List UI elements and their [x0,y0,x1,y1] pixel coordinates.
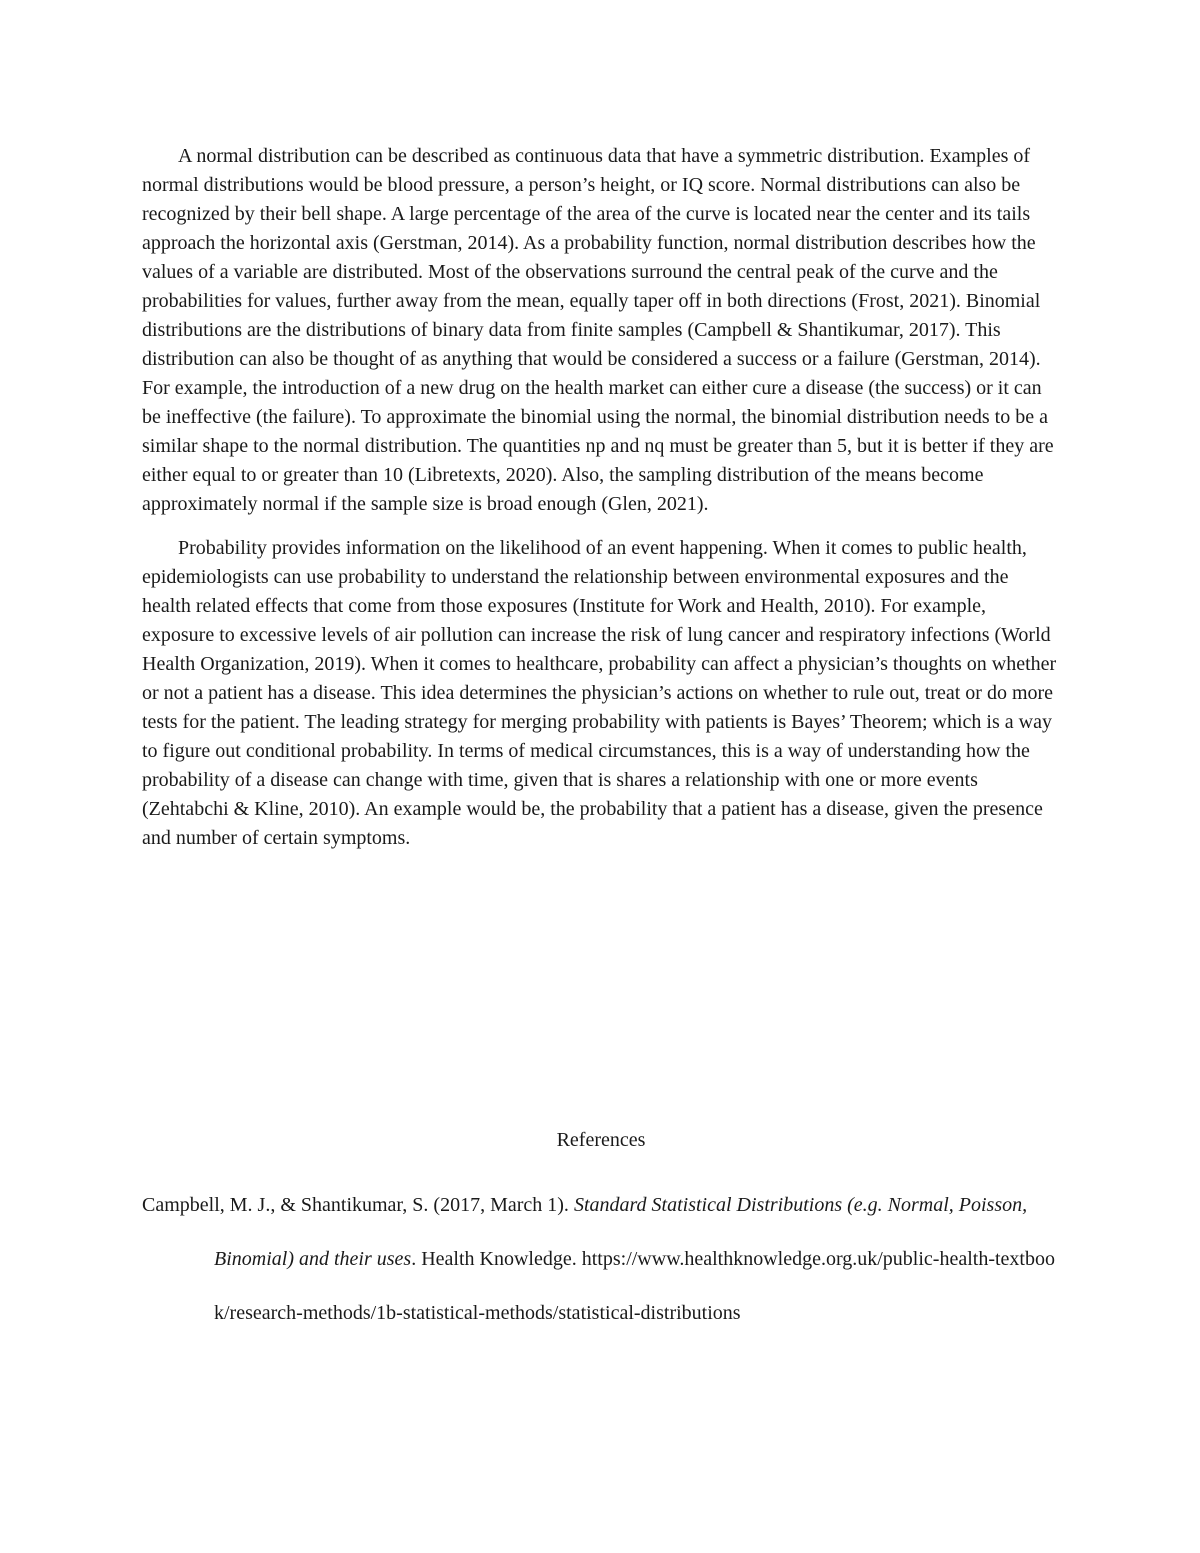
paragraph-normal-distribution: A normal distribution can be described as continuous data that have a symmetric distribution. Examples of normal distributions would be blood pressure, a person’s height, or IQ score. Normal distributions can also be recognized by their bell shape. A large percentage of the area of the curve is located near the center and its tails approach the horizontal axis (Gerstman, 2014). As a probability function, normal distribution describes how the values of a variable are distributed. Most of the observations surround the central peak of the curve and the probabilities for values, further away from the mean, equally taper off in both directions (Frost, 2021). Binomial distributions are the distributions of binary data from finite samples (Campbell & Shantikumar, 2017). This distribution can also be thought of as anything that would be considered a success or a failure (Gerstman, 2014). For example, the introduction of a new drug on the health market can either cure a disease (the success) or it can be ineffective (the failure). To approximate the binomial using the normal, the binomial distribution needs to be a similar shape to the normal distribution. The quantities np and nq must be greater than 5, but it is better if they are either equal to or greater than 10 (Libretexts, 2020). Also, the sampling distribution of the means become approximately normal if the sample size is broad enough (Glen, 2021). [142,145,1054,515]
document-body [142,142,1060,853]
references-heading: References [556,1129,646,1151]
reference-entry [142,1178,1060,1340]
references-section [142,1124,1060,1340]
paragraph-probability: Probability provides information on the likelihood of an event happening. When it comes to public health, epidemiologists can use probability to understand the relationship between environmental exposures and the health related effects that come from those exposures (Institute for Work and Health, 2010). For example, exposure to excessive levels of air pollution can increase the risk of lung cancer and respiratory infections (World Health Organization, 2019). When it comes to healthcare, probability can affect a physician’s thoughts on whether or not a patient has a disease. This idea determines the physician’s actions on whether to rule out, treat or do more tests for the patient. The leading strategy for merging probability with patients is Bayes’ Theorem; which is a way to figure out conditional probability. In terms of medical circumstances, this is a way of understanding how the probability of a disease can change with time, given that is shares a relationship with one or more events (Zehtabchi & Kline, 2010). An example would be, the probability that a patient has a disease, given the presence and number of certain symptoms. [142,537,1057,849]
reference-source: . Health Knowledge. [411,1248,577,1270]
reference-url-link[interactable]: https://www.healthknowledge.org.uk/public-health-textbook/research-methods/1b-statistical-methods/statistical-distributions [214,1248,1055,1324]
reference-title: Standard Statistical Distributions (e.g. Normal, Poisson, Binomial) and their uses [214,1194,1028,1270]
reference-authors: Campbell, M. J., & Shantikumar, S. (2017, March 1). [142,1194,574,1216]
